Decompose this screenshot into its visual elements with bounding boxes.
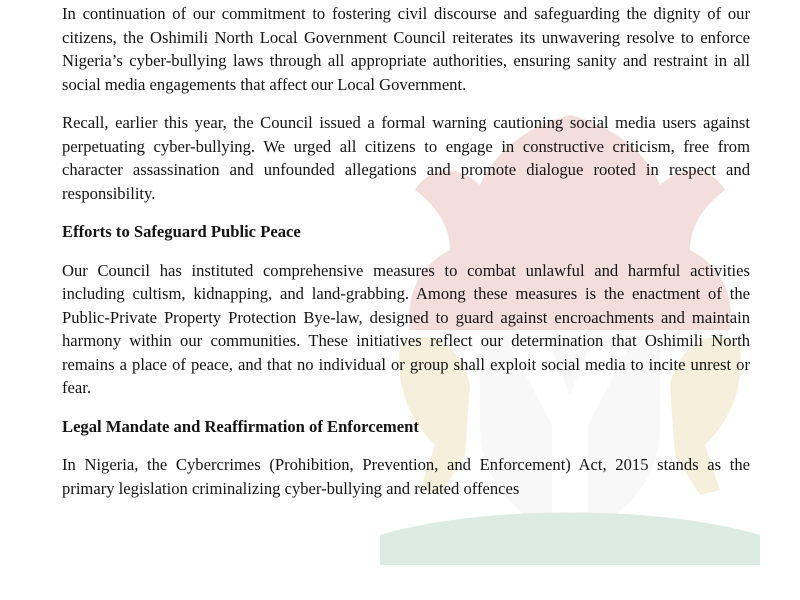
section-heading-public-peace: Efforts to Safeguard Public Peace	[62, 222, 301, 241]
watermark-base-green	[380, 513, 760, 566]
section-heading-legal-mandate: Legal Mandate and Reaffirmation of Enforcement	[62, 416, 419, 436]
document-body	[62, 2, 750, 500]
intro-paragraph: In continuation of our commitment to fostering civil discourse and safeguarding the dignity of our citizens, the Oshimili North Local Government Council reiterates its unwavering resolve to enforce Nigeria’s cyber-bullying laws through all appropriate authorities, ensuring sanity and restraint in all social media engagements that affect our Local Government.	[62, 4, 750, 94]
public-peace-paragraph: Our Council has instituted comprehensive measures to combat unlawful and harmful activities including cultism, kidnapping, and land-grabbing. Among these measures is the enactment of the Public-Private Property Protection Bye-law, designed to guard against encroachments and maintain harmony within our communities. These initiatives reflect our determination that Oshimili North remains a place of peace, and that no individual or group shall exploit social media to incite unrest or fear.	[62, 260, 750, 397]
recall-paragraph: Recall, earlier this year, the Council issued a formal warning cautioning social media users against perpetuating cyber-bullying. We urged all citizens to engage in constructive criticism, free from character assassination and unfounded allegations and promote dialogue rooted in respect and responsibility.	[62, 113, 750, 203]
legal-mandate-paragraph: In Nigeria, the Cybercrimes (Prohibition, Prevention, and Enforcement) Act, 2015 stands as the primary legislation criminalizing cyber-bullying and related offences	[62, 455, 750, 498]
